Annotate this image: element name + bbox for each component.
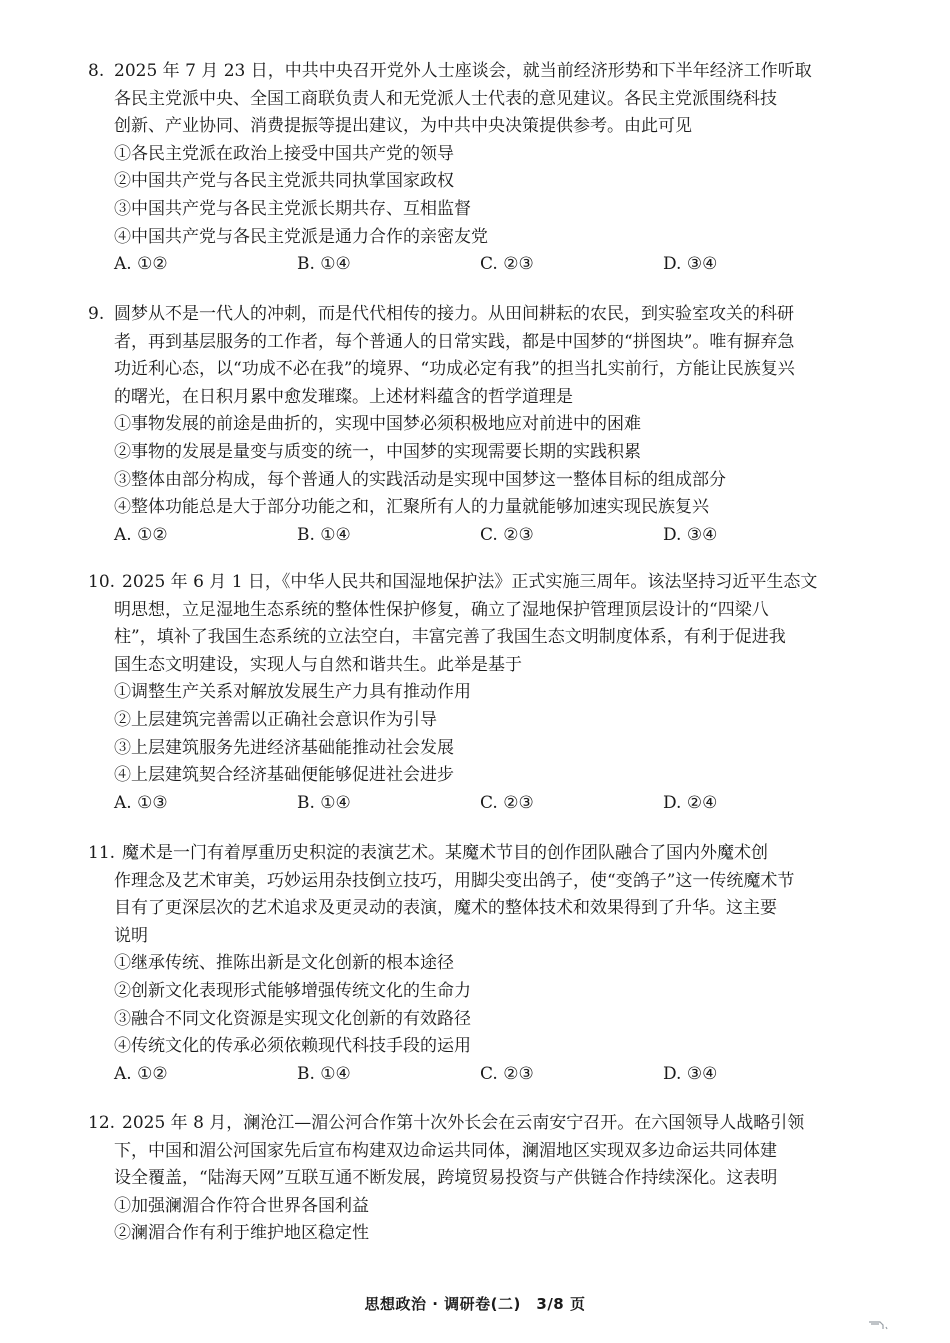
stem-line [88,301,878,329]
question-stem [88,1110,878,1193]
stem-line [88,597,878,625]
answer-choice[interactable]: A. ①② [114,254,168,275]
stem-text: 说明 [114,925,148,946]
stem-line [88,652,878,680]
answer-choices [88,251,878,279]
stem-text: 2025 年 6 月 1 日，《中华人民共和国湿地保护法》正式实施三周年。该法坚持习近平生态文 [122,572,818,592]
question-9 [88,301,878,549]
statement-option: ④整体功能总是大于部分功能之和，汇聚所有人的力量就能够加速实现民族复兴 [114,497,709,518]
stem-line [88,840,878,868]
answer-choice[interactable]: A. ①② [114,1063,168,1084]
statement-option: ①事物发展的前途是曲折的，实现中国梦必须积极地应对前进中的困难 [114,414,641,435]
statement-option: ①加强澜湄合作符合世界各国利益 [114,1195,369,1216]
page-footer: 思想政治 · 调研卷(二) 3/8 页 [364,1295,586,1313]
question-12 [88,1110,878,1248]
question-number: 12. [88,1113,116,1133]
statement-option: ③中国共产党与各民主党派长期共存、互相监督 [114,198,471,219]
statement-option: ③融合不同文化资源是实现文化创新的有效路径 [114,1008,471,1029]
stem-line [88,1138,878,1166]
stem-text: 2025 年 8 月，澜沧江—湄公河合作第十次外长会在云南安宁召开。在六国领导人战略引领 [122,1113,805,1133]
answer-choice[interactable]: B. ①④ [297,254,351,275]
answer-choice[interactable]: C. ②③ [480,254,534,275]
answer-choice[interactable]: B. ①④ [297,524,351,545]
stem-text: 柱”，填补了我国生态系统的立法空白，丰富完善了我国生态文明制度体系，有利于促进我 [114,627,786,648]
question-number: 8. [88,61,105,81]
stem-line [88,923,878,951]
answer-choices [88,522,878,550]
question-stem [88,840,878,950]
statement-option: ④上层建筑契合经济基础便能够促进社会进步 [114,765,454,786]
stem-line [88,356,878,384]
stem-line [88,1110,878,1138]
stem-text: 魔术是一门有着厚重历史积淀的表演艺术。某魔术节目的创作团队融合了国内外魔术创 [122,843,768,863]
statement-option: ①调整生产关系对解放发展生产力具有推动作用 [114,682,471,703]
stem-text: 各民主党派中央、全国工商联负责人和无党派人士代表的意见建议。各民主党派围绕科技 [114,88,777,109]
answer-choice[interactable]: C. ②③ [480,524,534,545]
question-8 [88,58,878,279]
stem-line [88,624,878,652]
stem-text: 的曙光，在日积月累中愈发璀璨。上述材料蕴含的哲学道理是 [114,386,573,407]
answer-choice[interactable]: B. ①④ [297,792,351,813]
answer-choice[interactable]: D. ②④ [663,792,718,813]
question-stem [88,569,878,679]
answer-choice[interactable]: A. ①③ [114,792,168,813]
stem-line [88,86,878,114]
statement-option: ④传统文化的传承必须依赖现代科技手段的运用 [114,1036,471,1057]
statement-option: ②上层建筑完善需以正确社会意识作为引导 [114,709,437,730]
stem-line [88,1165,878,1193]
stem-text: 圆梦从不是一代人的冲刺，而是代代相传的接力。从田间耕耘的农民，到实验室攻关的科研 [114,304,794,324]
statement-option: ②创新文化表现形式能够增强传统文化的生命力 [114,980,471,1001]
corner-mark-icon [868,1321,888,1330]
stem-line [88,329,878,357]
answer-choice[interactable]: B. ①④ [297,1063,351,1084]
stem-line [88,868,878,896]
question-stem [88,58,878,141]
statement-option: ②澜湄合作有利于维护地区稳定性 [114,1223,369,1244]
statement-option: ①各民主党派在政治上接受中国共产党的领导 [114,143,454,164]
question-11 [88,840,878,1088]
stem-line [88,895,878,923]
stem-line [88,569,878,597]
statement-option: ①继承传统、推陈出新是文化创新的根本途径 [114,953,454,974]
statement-option: ③上层建筑服务先进经济基础能推动社会发展 [114,737,454,758]
answer-choice[interactable]: D. ③④ [663,254,718,275]
stem-text: 下，中国和湄公河国家先后宣布构建双边命运共同体，澜湄地区实现双多边命运共同体建 [114,1140,777,1161]
answer-choice[interactable]: A. ①② [114,524,168,545]
question-number: 10. [88,572,116,592]
stem-line [88,384,878,412]
question-stem [88,301,878,411]
stem-text: 功近利心态，以“功成不必在我”的境界、“功成必定有我”的担当扎实前行，方能让民族复兴 [114,359,795,380]
statement-option: ④中国共产党与各民主党派是通力合作的亲密友党 [114,226,488,247]
stem-text: 2025 年 7 月 23 日，中共中央召开党外人士座谈会，就当前经济形势和下半年经济工作听取 [114,61,812,81]
stem-text: 设全覆盖，“陆海天网”互联互通不断发展，跨境贸易投资与产供链合作持续深化。这表明 [114,1168,778,1189]
stem-text: 国生态文明建设，实现人与自然和谐共生。此举是基于 [114,654,522,675]
answer-choices [88,790,878,818]
question-10 [88,569,878,817]
answer-choice[interactable]: D. ③④ [663,1063,718,1084]
question-number: 9. [88,304,105,324]
stem-line [88,58,878,86]
answer-choices [88,1061,878,1089]
answer-choice[interactable]: D. ③④ [663,524,718,545]
statement-option: ②中国共产党与各民主党派共同执掌国家政权 [114,171,454,192]
statement-option: ③整体由部分构成，每个普通人的实践活动是实现中国梦这一整体目标的组成部分 [114,469,726,490]
question-number: 11. [88,843,116,863]
stem-text: 者，再到基层服务的工作者，每个普通人的日常实践，都是中国梦的“拼图块”。唯有摒弃急 [114,331,795,352]
stem-text: 创新、产业协同、消费提振等提出建议，为中共中央决策提供参考。由此可见 [114,116,692,137]
stem-text: 作理念及艺术审美，巧妙运用杂技倒立技巧，用脚尖变出鸽子，使“变鸽子”这一传统魔术节 [114,870,795,891]
statement-option: ②事物的发展是量变与质变的统一，中国梦的实现需要长期的实践积累 [114,441,641,462]
stem-text: 目有了更深层次的艺术追求及更灵动的表演，魔术的整体技术和效果得到了升华。这主要 [114,898,777,919]
stem-text: 明思想，立足湿地生态系统的整体性保护修复，确立了湿地保护管理顶层设计的“四梁八 [114,599,769,620]
answer-choice[interactable]: C. ②③ [480,1063,534,1084]
stem-line [88,113,878,141]
answer-choice[interactable]: C. ②③ [480,792,534,813]
